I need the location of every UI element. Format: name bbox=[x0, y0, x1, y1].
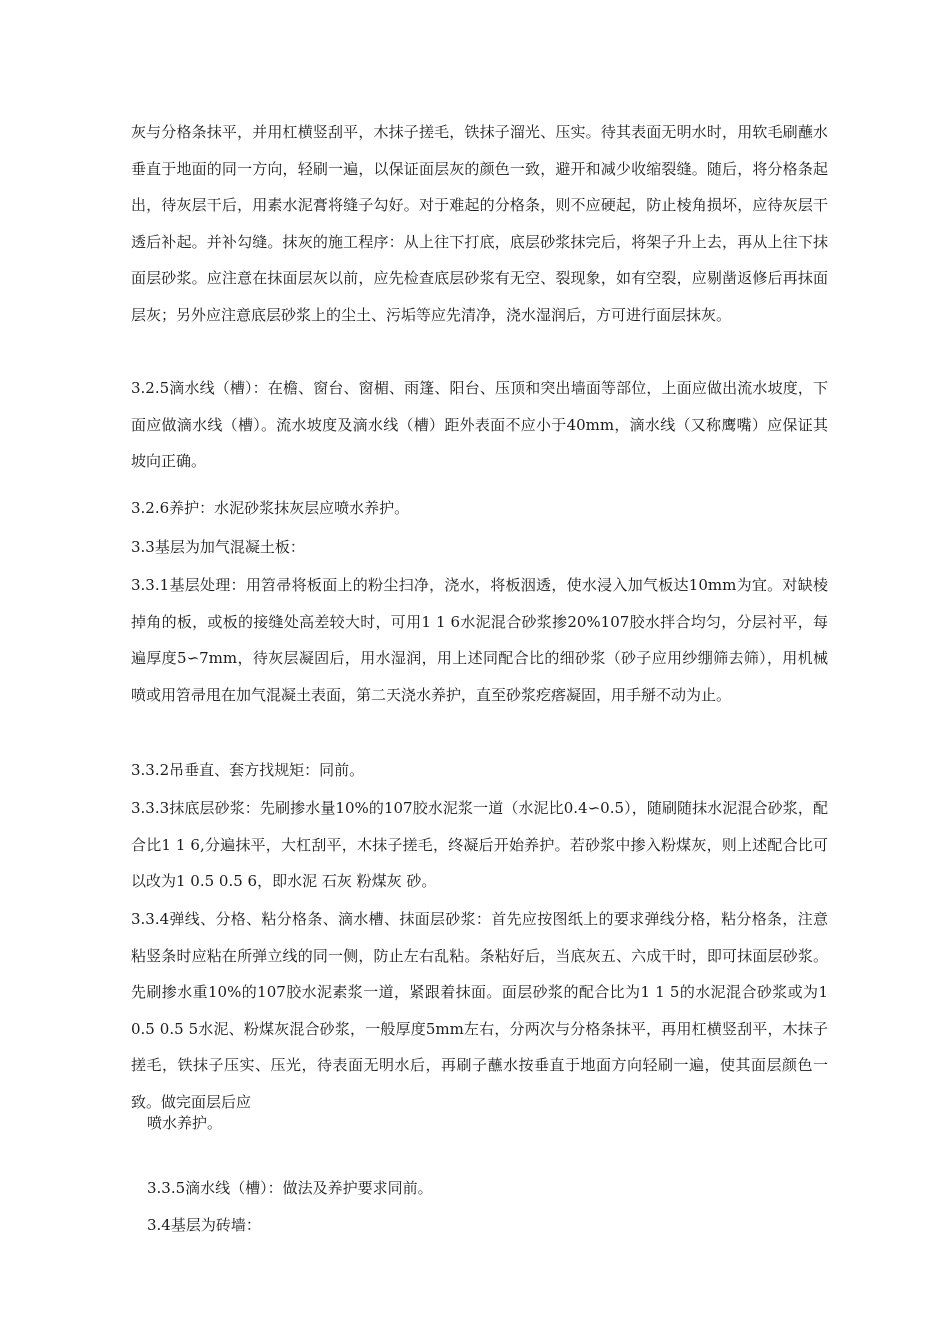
paragraph-3-3-5-drip-line: 3.3.5滴水线（槽）：做法及养护要求同前。 bbox=[147, 1179, 433, 1197]
paragraph-3-2-5-drip-line: 3.2.5滴水线（槽）：在檐、窗台、窗楣、雨篷、阳台、压顶和突出墙面等部位，上面应做出流水坡度，下面应做滴水线（槽）。流水坡度及滴水线（槽）距外表面不应小于40mm，滴水线（又称鹰嘴）应保证其坡向正确。 bbox=[131, 379, 828, 470]
section-heading-3-4: 3.4基层为砖墙： bbox=[147, 1216, 261, 1234]
paragraph-3-3-4-finish-mortar: 3.3.4弹线、分格、粘分格条、滴水槽、抹面层砂浆：首先应按图纸上的要求弹线分格，粘分格条，注意粘竖条时应粘在所弹立线的同一侧，防止左右乱粘。条粘好后，当底灰五、六成干时，即可抹面层砂浆。先刷掺水重10%的107胶水泥素浆一道，紧跟着抹面。面层砂浆的配合比为1 1 5的水泥混合砂浆或为1 0.5 0.5 5水泥、粉煤灰混合砂浆，一般厚度5mm左右，分两次与分格条抹平，再用杠横竖刮平，木抹子搓毛，铁抹子压实、压光，待表面无明水后，再刷子蘸水按垂直于地面方向轻刷一遍，使其面层颜色一致。做完面层后应 bbox=[131, 910, 828, 1111]
section-heading-3-3: 3.3基层为加气混凝土板： bbox=[131, 538, 305, 556]
paragraph-3-3-2-plumb: 3.3.2吊垂直、套方找规矩：同前。 bbox=[131, 761, 365, 779]
paragraph-3-3-3-base-mortar: 3.3.3抹底层砂浆：先刷掺水量10%的107胶水泥浆一道（水泥比0.4∽0.5），随刷随抹水泥混合砂浆，配合比1 1 6,分遍抹平，大杠刮平，木抹子搓毛，终凝后开始养护。若砂浆中掺入粉煤灰，则上述配合比可以改为1 0.5 0.5 6，即水泥 石灰 粉煤灰 砂。 bbox=[131, 799, 828, 890]
paragraph-spray-curing: 喷水养护。 bbox=[147, 1114, 223, 1132]
paragraph-plastering-continuation: 灰与分格条抹平，并用杠横竖刮平，木抹子搓毛，铁抹子溜光、压实。待其表面无明水时，用软毛刷蘸水垂直于地面的同一方向，轻刷一遍，以保证面层灰的颜色一致，避开和减少收缩裂缝。随后，将分格条起出，待灰层干后，用素水泥膏将缝子勾好。对于难起的分格条，则不应硬起，防止棱角损坏，应待灰层干透后补起。并补勾缝。抹灰的施工程序：从上往下打底，底层砂浆抹完后，将架子升上去，再从上往下抹面层砂浆。应注意在抹面层灰以前，应先检查底层砂浆有无空、裂现象，如有空裂，应剔凿返修后再抹面层灰；另外应注意底层砂浆上的尘土、污垢等应先清净，浇水湿润后，方可进行面层抹灰。 bbox=[131, 123, 828, 324]
paragraph-3-3-1-base-treatment: 3.3.1基层处理：用笤帚将板面上的粉尘扫净，浇水，将板洇透，使水浸入加气板达10mm为宜。对缺棱掉角的板，或板的接缝处高差较大时，可用1 1 6水泥混合砂浆掺20%107胶水拌合均匀，分层衬平，每遍厚度5∽7mm，待灰层凝固后，用水湿润，用上述同配合比的细砂浆（砂子应用纱绷筛去筛），用机械喷或用笤帚甩在加气混凝土表面，第二天浇水养护，直至砂浆疙瘩凝固，用手掰不动为止。 bbox=[131, 576, 828, 704]
paragraph-3-2-6-curing: 3.2.6养护：水泥砂浆抹灰层应喷水养护。 bbox=[131, 499, 410, 517]
